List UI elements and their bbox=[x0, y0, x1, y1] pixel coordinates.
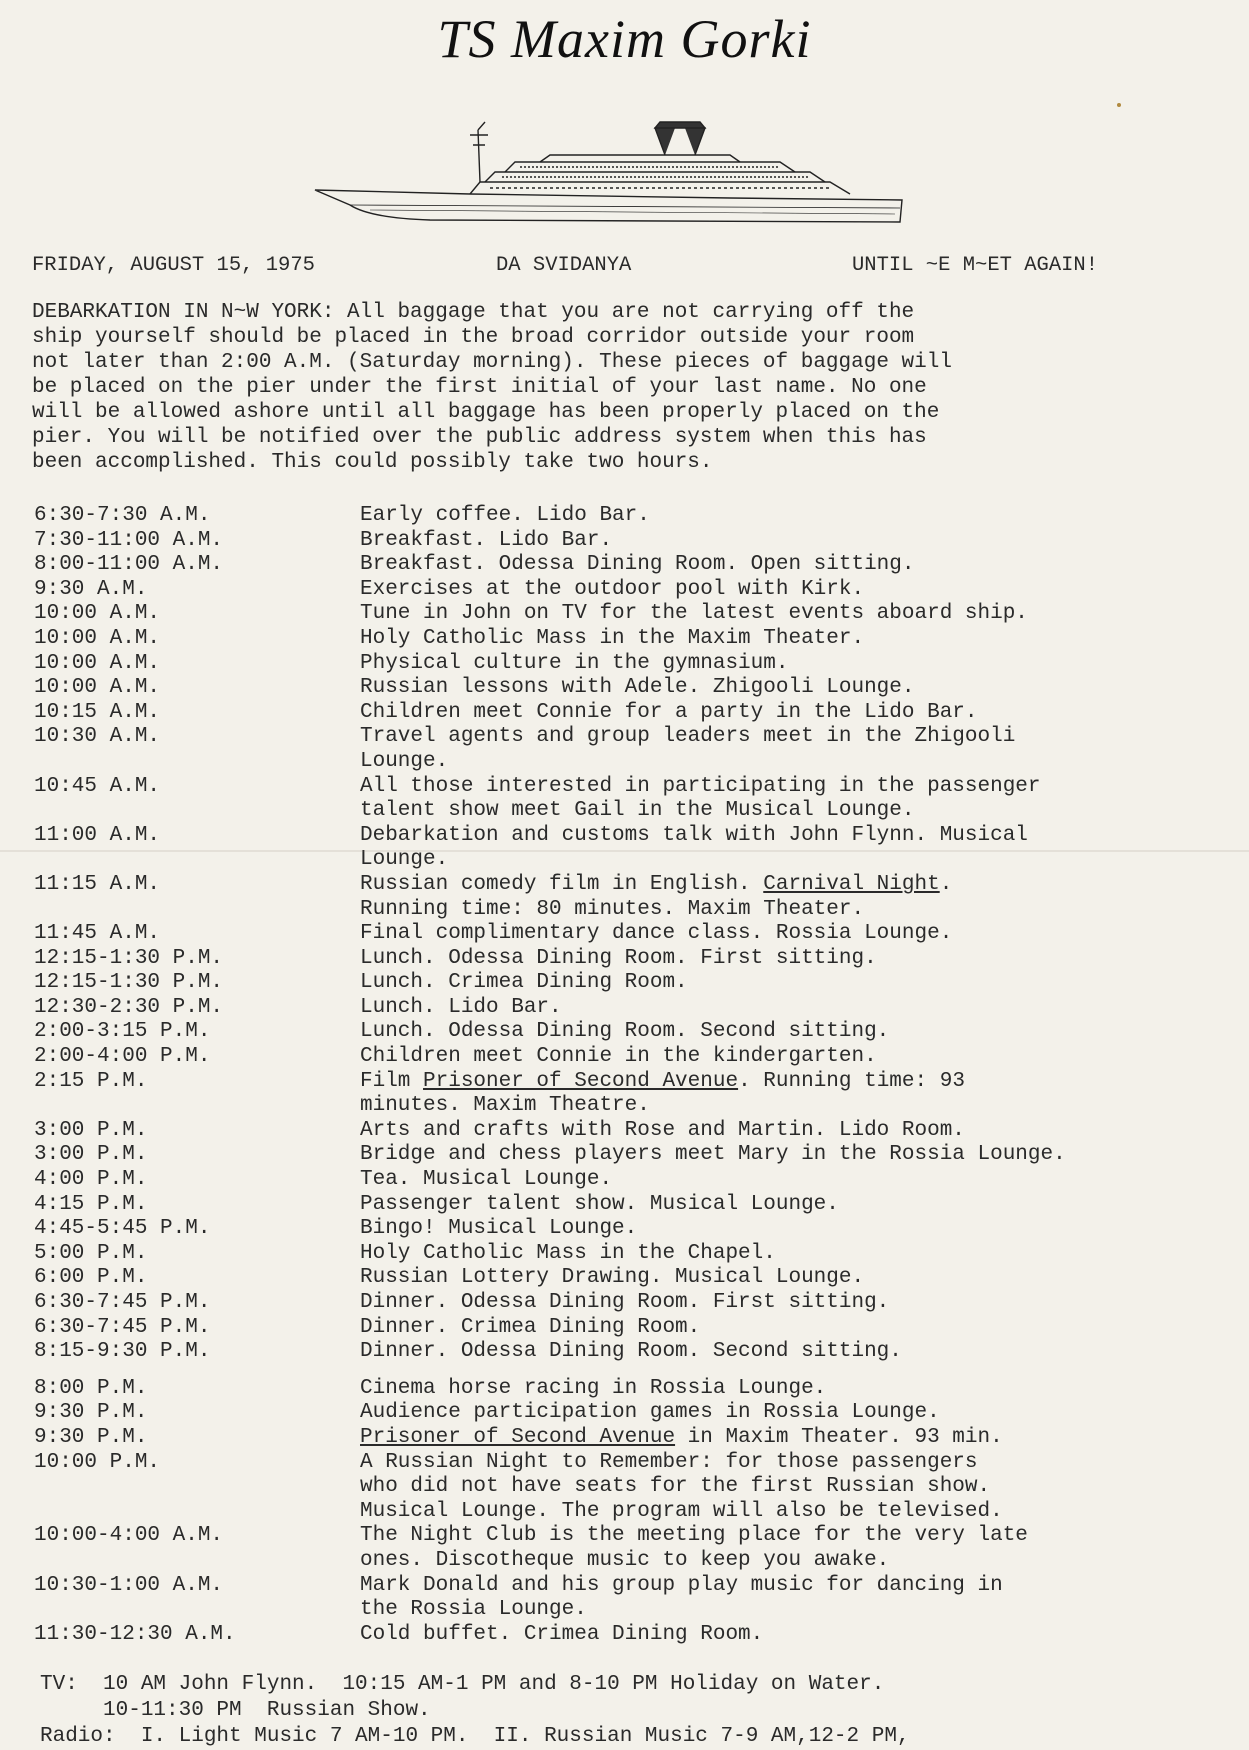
schedule-row bbox=[34, 1020, 1234, 1045]
schedule-row bbox=[34, 873, 1234, 922]
schedule-description: All those interested in participating in the passenger talent show meet Gail in the Musical Lounge. bbox=[360, 774, 1041, 823]
schedule-row bbox=[34, 1119, 1234, 1144]
description-text: in Maxim Theater. 93 min. bbox=[675, 1425, 1003, 1449]
paper-fold bbox=[0, 850, 1249, 852]
schedule-time: 11:30-12:30 A.M. bbox=[34, 1622, 236, 1646]
schedule-time: 10:00 A.M. bbox=[34, 651, 161, 675]
schedule-time: 7:30-11:00 A.M. bbox=[34, 528, 224, 552]
schedule-time: 3:00 P.M. bbox=[34, 1143, 148, 1167]
schedule-time: 2:00-3:15 P.M. bbox=[34, 1020, 211, 1044]
schedule-description: Travel agents and group leaders meet in the Zhigooli Lounge. bbox=[360, 725, 1016, 773]
schedule-time: 2:15 P.M. bbox=[34, 1069, 148, 1093]
schedule-time: 4:45-5:45 P.M. bbox=[34, 1217, 211, 1241]
schedule-time: 10:00 A.M. bbox=[34, 626, 161, 650]
schedule-row bbox=[34, 1451, 1234, 1525]
schedule-time: 6:30-7:45 P.M. bbox=[34, 1291, 211, 1314]
schedule-description: Bingo! Musical Lounge. bbox=[360, 1217, 638, 1241]
schedule-description: Holy Catholic Mass in the Chapel. bbox=[360, 1241, 776, 1265]
schedule-time: 12:15-1:30 P.M. bbox=[34, 946, 224, 970]
schedule-description: Final complimentary dance class. Rossia Lounge. bbox=[360, 922, 953, 946]
schedule-description: Bridge and chess players meet Mary in the Rossia Lounge. bbox=[360, 1143, 1066, 1167]
schedule-row bbox=[34, 1316, 1234, 1341]
schedule-time: 6:30-7:30 A.M. bbox=[34, 504, 211, 527]
schedule-gap bbox=[34, 1365, 1234, 1377]
date: FRIDAY, AUGUST 15, 1975 bbox=[32, 254, 315, 277]
schedule-row bbox=[34, 1401, 1234, 1426]
schedule-description bbox=[360, 1070, 1234, 1119]
film-title: Carnival Night bbox=[763, 872, 940, 896]
schedule-time: 8:00-11:00 A.M. bbox=[34, 553, 224, 577]
schedule-time: 4:00 P.M. bbox=[34, 1168, 148, 1192]
schedule-description: Passenger talent show. Musical Lounge. bbox=[360, 1192, 839, 1216]
schedule-time: 2:00-4:00 P.M. bbox=[34, 1045, 211, 1069]
schedule-description: Dinner. Crimea Dining Room. bbox=[360, 1315, 701, 1339]
schedule-row bbox=[34, 1070, 1234, 1119]
schedule-time: 10:00 A.M. bbox=[34, 676, 161, 700]
ship-illustration bbox=[310, 110, 910, 235]
schedule-description: Arts and crafts with Rose and Martin. Lido Room. bbox=[360, 1118, 965, 1142]
schedule-time: 10:30-1:00 A.M. bbox=[34, 1573, 224, 1597]
schedule-row bbox=[34, 1217, 1234, 1242]
schedule-row bbox=[34, 996, 1234, 1021]
schedule-description: Dinner. Odessa Dining Room. Second sitting. bbox=[360, 1340, 902, 1364]
schedule-time: 5:00 P.M. bbox=[34, 1241, 148, 1265]
schedule-time: 8:00 P.M. bbox=[34, 1376, 148, 1400]
description-text: Film bbox=[360, 1069, 424, 1093]
schedule-description: Breakfast. Lido Bar. bbox=[360, 528, 613, 552]
schedule-row bbox=[34, 1623, 1234, 1648]
schedule-row bbox=[34, 922, 1234, 947]
schedule-row bbox=[34, 1193, 1234, 1218]
schedule-row bbox=[34, 1377, 1234, 1402]
schedule-description: The Night Club is the meeting place for the very late ones. Discotheque music to keep you awake. bbox=[360, 1524, 1028, 1572]
schedule-row bbox=[34, 824, 1234, 873]
schedule-row bbox=[34, 1291, 1234, 1316]
schedule-row bbox=[34, 652, 1234, 677]
schedule-row bbox=[34, 676, 1234, 701]
schedule-row bbox=[34, 1340, 1234, 1365]
schedule-row bbox=[34, 1266, 1234, 1291]
schedule-time: 3:00 P.M. bbox=[34, 1118, 148, 1142]
schedule-time: 11:45 A.M. bbox=[34, 922, 161, 946]
tv-line-1: TV: 10 AM John Flynn. 10:15 AM-1 PM and 8-10 PM Holiday on Water. bbox=[40, 1673, 885, 1696]
schedule-row bbox=[34, 725, 1234, 774]
schedule-row bbox=[34, 1426, 1234, 1451]
schedule-time: 11:15 A.M. bbox=[34, 872, 161, 896]
schedule-description: Early coffee. Lido Bar. bbox=[360, 504, 650, 527]
schedule-time: 8:15-9:30 P.M. bbox=[34, 1340, 211, 1364]
schedule-description: Children meet Connie for a party in the Lido Bar. bbox=[360, 700, 978, 724]
schedule-row bbox=[34, 1242, 1234, 1267]
schedule-row bbox=[34, 529, 1234, 554]
schedule-row bbox=[34, 701, 1234, 726]
schedule-time: 11:00 A.M. bbox=[34, 823, 161, 847]
schedule-description: Russian lessons with Adele. Zhigooli Lounge. bbox=[360, 676, 915, 700]
schedule-row bbox=[34, 504, 1234, 529]
schedule-time: 4:15 P.M. bbox=[34, 1192, 148, 1216]
schedule-time: 12:30-2:30 P.M. bbox=[34, 995, 224, 1019]
schedule-description: Debarkation and customs talk with John Flynn. Musical Lounge. bbox=[360, 823, 1028, 872]
schedule-description: Lunch. Odessa Dining Room. Second sitting. bbox=[360, 1020, 890, 1044]
schedule-description: Physical culture in the gymnasium. bbox=[360, 651, 789, 675]
schedule-description: A Russian Night to Remember: for those passengers who did not have seats for the first Russian show. Musical Lounge. The program will also be televised. bbox=[360, 1450, 1003, 1523]
description-text: Russian comedy film in English. bbox=[360, 872, 764, 896]
schedule-description: Audience participation games in Rossia Lounge. bbox=[360, 1401, 940, 1425]
schedule-row bbox=[34, 947, 1234, 972]
schedule-row bbox=[34, 578, 1234, 603]
film-title: Prisoner of Second Avenue bbox=[423, 1069, 739, 1093]
schedule-list bbox=[34, 504, 1234, 1647]
schedule-row bbox=[34, 971, 1234, 996]
schedule-row bbox=[34, 627, 1234, 652]
broadcast-footer bbox=[40, 1672, 1220, 1750]
schedule-time: 6:00 P.M. bbox=[34, 1266, 148, 1290]
greeting: DA SVIDANYA bbox=[496, 254, 632, 277]
document-title: TS Maxim Gorki bbox=[437, 9, 812, 69]
schedule-description: Breakfast. Odessa Dining Room. Open sitting. bbox=[360, 553, 915, 577]
schedule-description: Dinner. Odessa Dining Room. First sitting. bbox=[360, 1291, 890, 1314]
schedule-time: 9:30 A.M. bbox=[34, 577, 148, 601]
schedule-description: Exercises at the outdoor pool with Kirk. bbox=[360, 577, 865, 601]
schedule-description: Mark Donald and his group play music for dancing in the Rossia Lounge. bbox=[360, 1573, 1003, 1622]
schedule-row bbox=[34, 602, 1234, 627]
radio-line: Radio: I. Light Music 7 AM-10 PM. II. Russian Music 7-9 AM,12-2 PM, bbox=[40, 1725, 910, 1748]
greeting-translation: UNTIL ~E M~ET AGAIN! bbox=[852, 254, 1099, 277]
schedule-description bbox=[360, 1426, 1234, 1451]
schedule-description: Russian Lottery Drawing. Musical Lounge. bbox=[360, 1266, 865, 1290]
schedule-row bbox=[34, 1524, 1234, 1573]
schedule-description: Lunch. Crimea Dining Room. bbox=[360, 971, 688, 995]
paper-stain bbox=[1117, 103, 1121, 107]
schedule-time: 6:30-7:45 P.M. bbox=[34, 1315, 211, 1339]
film-title: Prisoner of Second Avenue bbox=[360, 1425, 676, 1449]
schedule-description: Cold buffet. Crimea Dining Room. bbox=[360, 1622, 764, 1646]
description-text: . Running time: 80 minutes. Maxim Theater. bbox=[360, 872, 953, 921]
schedule-row bbox=[34, 1168, 1234, 1193]
schedule-description: Holy Catholic Mass in the Maxim Theater. bbox=[360, 626, 865, 650]
schedule-time: 9:30 P.M. bbox=[34, 1401, 148, 1425]
schedule-row bbox=[34, 1574, 1234, 1623]
schedule-row bbox=[34, 1045, 1234, 1070]
schedule-row bbox=[34, 1143, 1234, 1168]
description-text: . Running time: 93 minutes. Maxim Theatre. bbox=[360, 1069, 965, 1118]
schedule-row bbox=[34, 553, 1234, 578]
schedule-time: 10:45 A.M. bbox=[34, 774, 161, 798]
schedule-time: 9:30 P.M. bbox=[34, 1425, 148, 1449]
schedule-time: 12:15-1:30 P.M. bbox=[34, 971, 224, 995]
debarkation-notice: DEBARKATION IN N~W YORK: All baggage that you are not carrying off the ship yourself should be placed in the broad corridor outside your room not later than 2:00 A.M. (Saturday morning). These pieces of baggage will be placed on the pier under the first initial of your last name. No one will be allowed ashore until all baggage has been properly placed on the pier. You will be notified over the public address system when this has been accomplished. This could possibly take two hours. bbox=[32, 301, 952, 474]
schedule-row bbox=[34, 775, 1234, 824]
schedule-description: Lunch. Odessa Dining Room. First sitting. bbox=[360, 946, 877, 970]
schedule-description: Cinema horse racing in Rossia Lounge. bbox=[360, 1376, 827, 1400]
schedule-time: 10:00 A.M. bbox=[34, 602, 161, 626]
dateline bbox=[32, 254, 1182, 284]
schedule-time: 10:00 P.M. bbox=[34, 1450, 161, 1474]
schedule-description: Lunch. Lido Bar. bbox=[360, 995, 562, 1019]
schedule-description: Tea. Musical Lounge. bbox=[360, 1168, 613, 1192]
schedule-description: Tune in John on TV for the latest events aboard ship. bbox=[360, 602, 1028, 626]
schedule-description: Children meet Connie in the kindergarten. bbox=[360, 1045, 877, 1069]
schedule-description bbox=[360, 873, 1234, 922]
schedule-time: 10:15 A.M. bbox=[34, 700, 161, 724]
schedule-time: 10:00-4:00 A.M. bbox=[34, 1524, 224, 1548]
tv-line-2: 10-11:30 PM Russian Show. bbox=[40, 1699, 431, 1722]
schedule-time: 10:30 A.M. bbox=[34, 725, 161, 749]
